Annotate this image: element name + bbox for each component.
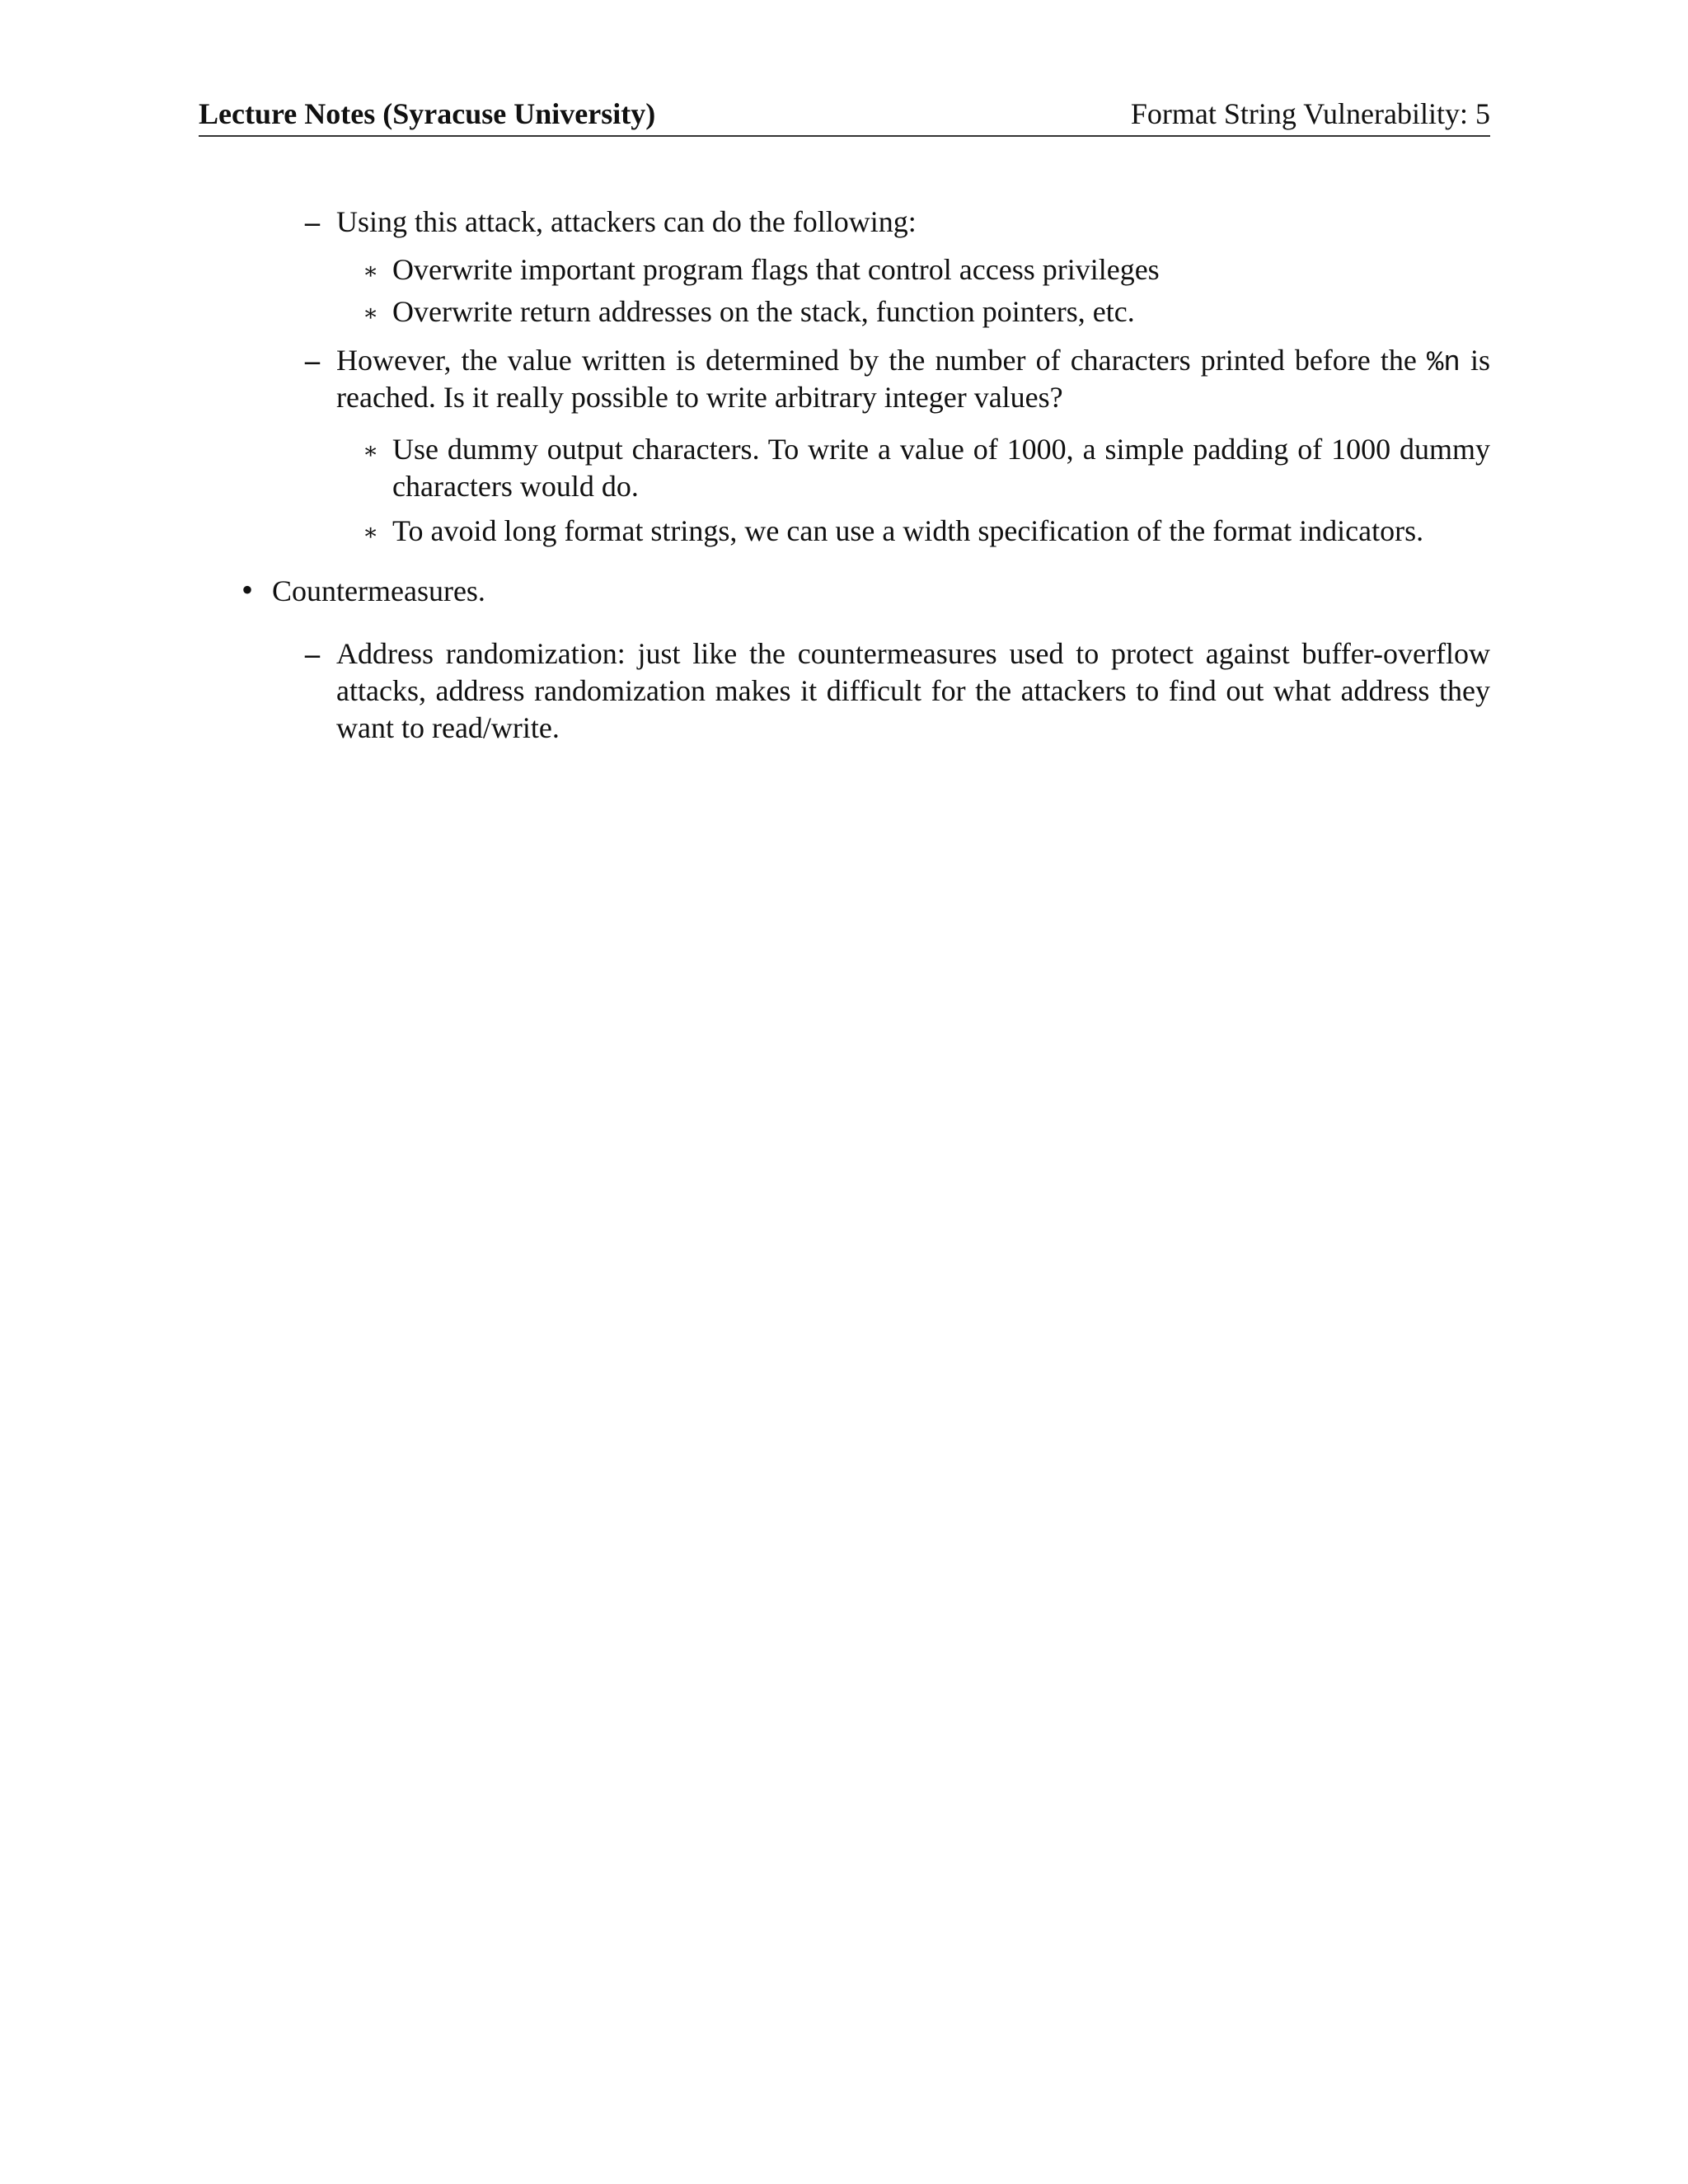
sub-item-text: To avoid long format strings, we can use a width specification of the format indicators. — [392, 514, 1424, 547]
list-item-text-continued: want to read/write. — [336, 711, 560, 744]
list-item-text-continued: attacks, address randomization makes it difficult for the attackers to find out what address they — [336, 674, 1490, 707]
list-item-text — [336, 342, 1490, 382]
list-item-text: Address randomization: just like the countermeasures used to protect against buffer-overflow — [336, 637, 1490, 670]
star-marker: ∗ — [363, 259, 379, 284]
header-title: Lecture Notes (Syracuse University) — [199, 97, 656, 130]
sub-item-text-continued: characters would do. — [392, 470, 639, 503]
dash-marker: – — [305, 205, 320, 238]
star-marker: ∗ — [363, 520, 379, 546]
list-item-text: Using this attack, attackers can do the following: — [336, 205, 917, 238]
inline-code: %n — [1427, 348, 1461, 379]
sub-item-text: Use dummy output characters. To write a value of 1000, a simple padding of 1000 dummy — [392, 433, 1490, 466]
star-marker: ∗ — [363, 301, 379, 326]
header-page-label: Format String Vulnerability: 5 — [1130, 97, 1490, 130]
text-segment: is — [1470, 344, 1490, 377]
bullet-marker: • — [241, 571, 254, 608]
running-header — [199, 92, 1490, 137]
list-item-text-continued: reached. Is it really possible to write arbitrary integer values? — [336, 381, 1063, 414]
text-segment: However, the value written is determined by the number of characters printed before the — [336, 344, 1417, 377]
dash-marker: – — [305, 344, 320, 377]
dash-marker: – — [305, 637, 320, 670]
sub-item-text: Overwrite return addresses on the stack, function pointers, etc. — [392, 295, 1135, 328]
sub-item-text: Overwrite important program flags that control access privileges — [392, 253, 1160, 286]
star-marker: ∗ — [363, 438, 379, 464]
bullet-item-text: Countermeasures. — [272, 574, 485, 607]
